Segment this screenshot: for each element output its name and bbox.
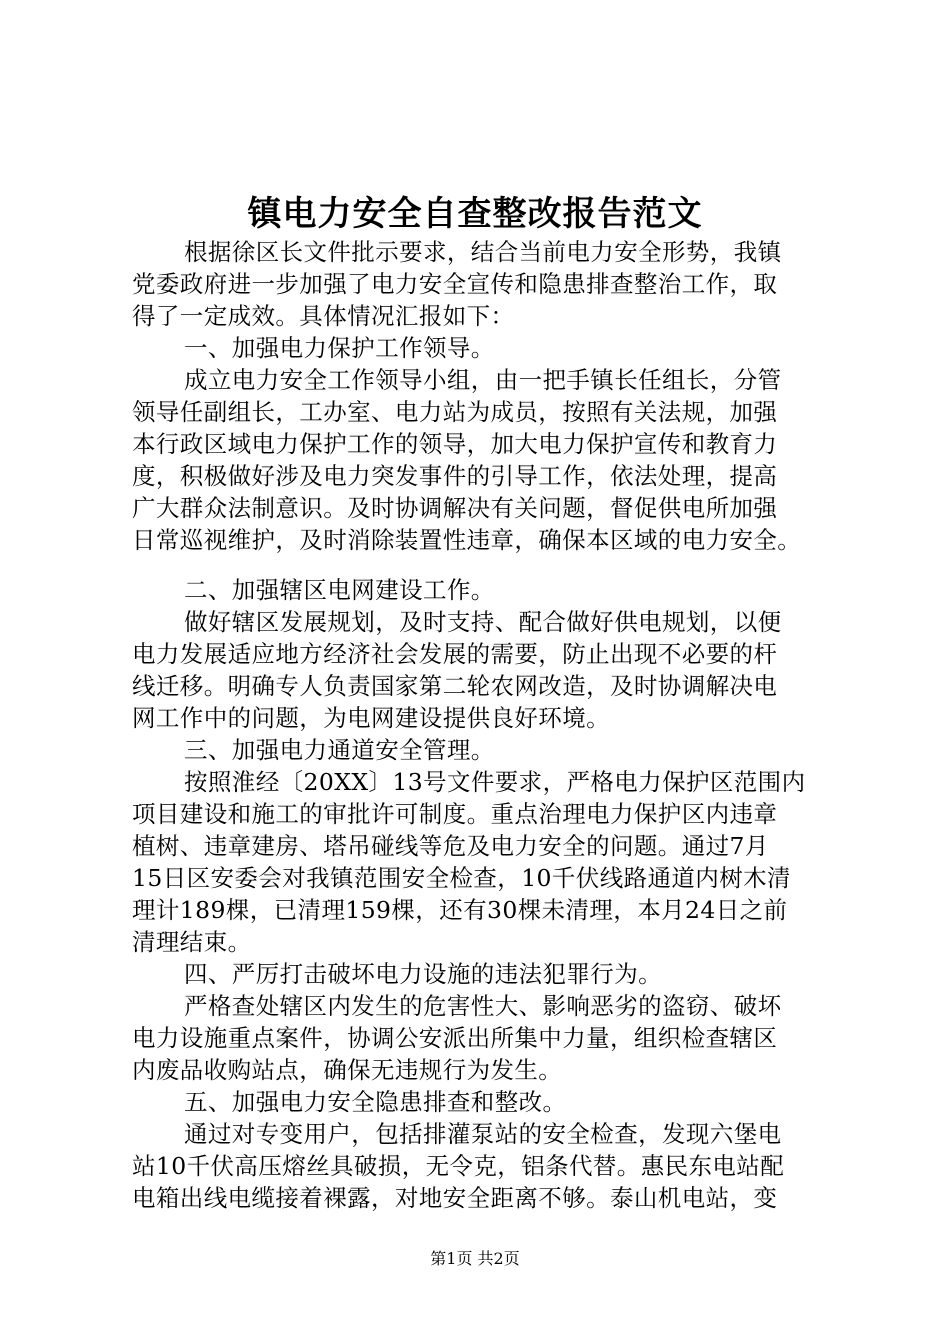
- text-line: 按照淮经〔20XX〕13号文件要求，严格电力保护区范围内: [184, 768, 806, 796]
- text-line: 做好辖区发展规划，及时支持、配合做好供电规划，以便: [184, 608, 782, 636]
- text-line: 成立电力安全工作领导小组，由一把手镇长任组长，分管: [184, 366, 782, 394]
- section-heading: 二、加强辖区电网建设工作。: [184, 576, 495, 604]
- text-line: 网工作中的问题，为电网建设提供良好环境。: [132, 704, 610, 732]
- document-title: 镇电力安全自查整改报告范文: [247, 194, 703, 234]
- text-line: 严格查处辖区内发生的危害性大、影响恶劣的盗窃、破坏: [184, 992, 782, 1020]
- text-line: 得了一定成效。具体情况汇报如下：: [132, 302, 515, 330]
- text-line: 领导任副组长，工办室、电力站为成员，按照有关法规，加强: [132, 398, 778, 426]
- text-line: 站10千伏高压熔丝具破损，无令克，铝条代替。惠民东电站配: [132, 1152, 785, 1180]
- section-heading: 三、加强电力通道安全管理。: [184, 736, 495, 764]
- text-line: 15日区安委会对我镇范围安全检查，10千伏线路通道内树木清: [132, 864, 791, 892]
- section-heading: 五、加强电力安全隐患排查和整改。: [184, 1088, 567, 1116]
- text-line: 线迁移。明确专人负责国家第二轮农网改造，及时协调解决电: [132, 672, 778, 700]
- text-line: 本行政区域电力保护工作的领导，加大电力保护宣传和教育力: [132, 430, 778, 458]
- text-line: 度，积极做好涉及电力突发事件的引导工作，依法处理，提高: [132, 462, 778, 490]
- text-line: 通过对专变用户，包括排灌泵站的安全检查，发现六堡电: [184, 1120, 782, 1148]
- text-line: 电力发展适应地方经济社会发展的需要，防止出现不必要的杆: [132, 640, 778, 668]
- section-heading: 一、加强电力保护工作领导。: [184, 334, 495, 362]
- text-line: 日常巡视维护，及时消除装置性违章，确保本区域的电力安全。: [132, 526, 802, 554]
- text-line: 理计189棵，已清理159棵，还有30棵未清理，本月24日之前: [132, 896, 788, 924]
- text-line: 根据徐区长文件批示要求，结合当前电力安全形势，我镇: [184, 238, 782, 266]
- text-line: 植树、违章建房、塔吊碰线等危及电力安全的问题。通过7月: [132, 832, 769, 860]
- section-heading: 四、严厉打击破坏电力设施的违法犯罪行为。: [184, 960, 662, 988]
- text-line: 党委政府进一步加强了电力安全宣传和隐患排查整治工作，取: [132, 270, 778, 298]
- text-line: 电力设施重点案件，协调公安派出所集中力量，组织检查辖区: [132, 1024, 778, 1052]
- text-line: 项目建设和施工的审批许可制度。重点治理电力保护区内违章: [132, 800, 778, 828]
- page-footer: 第1页 共2页: [430, 1249, 520, 1268]
- text-line: 电箱出线电缆接着裸露，对地安全距离不够。泰山机电站，变: [132, 1184, 778, 1212]
- text-line: 清理结束。: [132, 928, 252, 956]
- text-line: 内废品收购站点，确保无违规行为发生。: [132, 1056, 563, 1084]
- text-line: 广大群众法制意识。及时协调解决有关问题，督促供电所加强: [132, 494, 778, 522]
